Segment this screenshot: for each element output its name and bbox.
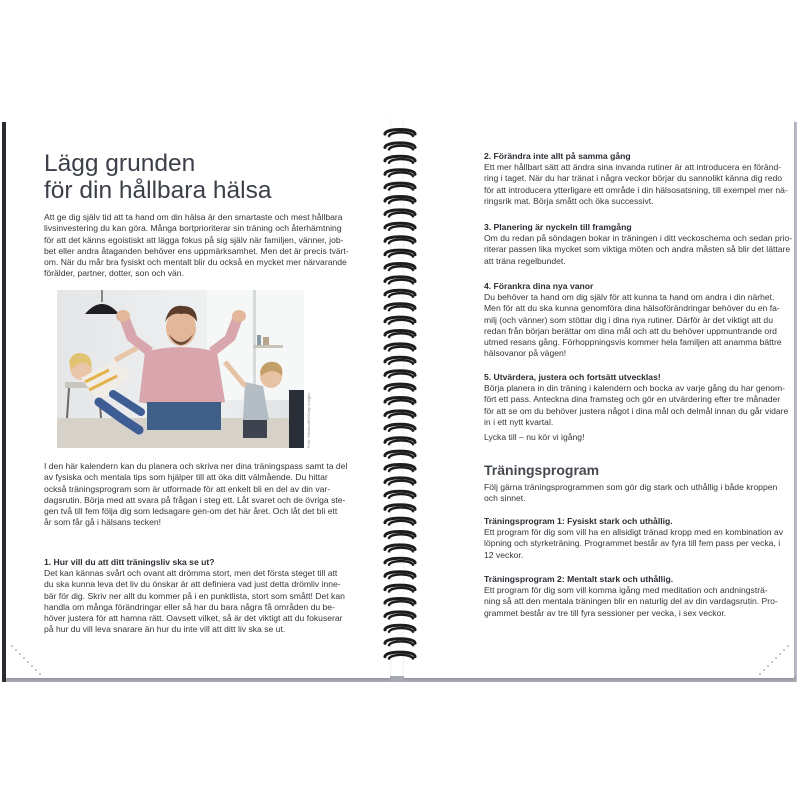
spiral-coil — [383, 599, 416, 606]
text-line: Att ge dig själv tid att ta hand om din hälsa är den smartaste och mest hållbara — [44, 212, 343, 222]
text-line: dagsrutin. Börja med att svara på frågan i steg ett. Låt svaret och de övriga ste- — [44, 494, 346, 505]
spiral-coil — [383, 290, 416, 297]
spiral-coil — [383, 505, 416, 512]
text-line: bär för dig. Skriv ner allt du kommer på i en punktlista, stort som smått! Det kan — [44, 590, 345, 601]
spiral-coil — [383, 357, 416, 364]
spiral-coil — [383, 545, 416, 552]
text-line: Ett program för dig som vill ha en allsidigt tränad kropp med en kombination av — [484, 527, 784, 537]
spiral-coil — [383, 384, 416, 391]
text-line: förälder, partner, dotter, son och vän. — [44, 268, 184, 279]
step5-heading: 5. Utvärdera, justera och fortsätt utvecklas! — [484, 372, 661, 382]
text-line: Ett mer hållbart sätt att ändra sina invanda rutiner är att introducera en föränd- — [484, 162, 782, 172]
body-paragraph — [44, 461, 347, 529]
title-line: Lägg grunden — [44, 150, 196, 177]
spiral-coil — [383, 465, 416, 472]
spiral-coil — [383, 317, 416, 324]
program2-paragraph — [484, 585, 778, 619]
text-line: för att det känns egoistiskt att lägga fokus på sig själv när familjen, vänner, job- — [44, 234, 344, 245]
spiral-coil — [383, 639, 416, 646]
text-line: riterar passen lika mycket som viktiga möten och andra måsten så blir det lättare — [484, 244, 791, 255]
spiral-coil — [383, 210, 416, 217]
text-line: Ett program för dig som vill komma igång med meditation och andningsträ- — [484, 585, 768, 595]
spiral-coil — [383, 424, 416, 431]
step4-paragraph — [484, 292, 782, 360]
page-title — [44, 150, 344, 204]
spiral-coil — [383, 344, 416, 351]
intro-paragraph — [44, 212, 349, 280]
spiral-coil — [383, 130, 416, 137]
text-line: hälsovanor på vägen! — [484, 348, 567, 359]
step4-heading: 4. Förankra dina nya vanor — [484, 281, 594, 291]
text-line: redan från början berättar om dina mål och att du behöver uppmuntrande ord — [484, 325, 777, 336]
text-line: du ska kunna leva det liv du önskar är att definiera vad just detta drömliv inne- — [44, 579, 341, 590]
text-line: livsinvestering du kan göra. Många bortprioriterar sin träning och återhämtning — [44, 223, 342, 234]
spiral-coil — [383, 532, 416, 539]
spiral-coil — [383, 652, 416, 659]
section-title-training-programs: Träningsprogram — [484, 462, 600, 478]
text-line: gen två till fem följa dig som ledsagare gen-om det här året. Och låt det bli ett — [44, 506, 338, 517]
spiral-coil — [383, 197, 416, 204]
spiral-coil — [383, 156, 416, 163]
program-intro-paragraph — [484, 482, 777, 505]
spiral-coil — [383, 585, 416, 592]
text-line: för att introducera ytterligare ett område i din hälsosatsning, till exempel mer nä- — [484, 184, 788, 195]
step2-heading: 2. Förändra inte allt på samma gång — [484, 151, 631, 161]
text-line: Börja planera in din träning i kalendern och bocka av varje gång du har genom- — [484, 383, 785, 393]
spiral-coil — [383, 223, 416, 230]
spiral-coil — [383, 371, 416, 378]
spiral-coil — [383, 491, 416, 498]
step2-paragraph — [484, 162, 788, 207]
text-line: och sinnet. — [484, 493, 526, 504]
spiral-coil — [383, 558, 416, 565]
text-line: höver justera för att hamna rätt. Oavsett vilket, så är det viktigt att du fokuserar — [44, 613, 343, 624]
text-line: ringsrik mat. Börja smått och öka successivt. — [484, 195, 654, 206]
text-line: att träna regelbundet. — [484, 255, 566, 266]
text-line: Det kan kännas svårt och ovant att drömma stort, men det första steget till att — [44, 568, 338, 578]
step1-paragraph — [44, 568, 345, 636]
corner-dots-decoration — [752, 640, 792, 680]
text-line: handla om många förändringar eller så har du bara några få områden du be- — [44, 601, 335, 612]
text-line: ring i taget. När du har tränat i några veckor börjar du sannolikt känna dig redo — [484, 173, 783, 184]
spiral-coil — [383, 143, 416, 150]
step5-paragraph — [484, 383, 788, 428]
spiral-coil — [383, 625, 416, 632]
spiral-coil — [383, 451, 416, 458]
spiral-coil — [383, 250, 416, 257]
text-line: 12 veckor. — [484, 549, 524, 560]
text-line: Lycka till – nu kör vi igång! — [484, 432, 585, 442]
text-line: in i ett nytt kvartal. — [484, 416, 554, 427]
program2-heading: Träningsprogram 2: Mentalt stark och uthållig. — [484, 574, 674, 584]
spiral-coil — [383, 478, 416, 485]
step1-heading: 1. Hur vill du att ditt träningsliv ska se ut? — [44, 557, 215, 567]
spiral-coil — [383, 331, 416, 338]
text-line: löpning och styrketräning. Programmet består av fyra till fem pass per vecka, i — [484, 538, 781, 549]
step3-heading: 3. Planering är nyckeln till framgång — [484, 222, 632, 232]
family-photo-illustration — [57, 290, 304, 448]
spiral-coil — [383, 411, 416, 418]
spiral-coil — [383, 572, 416, 579]
spiral-coil — [383, 612, 416, 619]
spiral-coil — [383, 277, 416, 284]
text-line: om. När du mår bra fysiskt och mentalt blir du också en mycket mer närvarande — [44, 257, 347, 268]
text-line: för att se om du behöver justera något i dina mål och delmål innan du går vidare — [484, 405, 789, 416]
text-line: utmed resans gång. Förhoppningsvis kommer hela familjen att anamma bättre — [484, 337, 782, 348]
text-line: I den här kalendern kan du planera och skriva ner dina träningspass samt ta del — [44, 461, 348, 471]
spiral-coil — [383, 518, 416, 525]
spiral-coil — [383, 304, 416, 311]
text-line: ning så att den mentala träningen blir en naturlig del av din vardagsrutin. Pro- — [484, 596, 778, 607]
spiral-coil — [383, 264, 416, 271]
family-photo — [57, 290, 304, 448]
corner-dots-decoration — [8, 640, 48, 680]
text-line: Om du redan på söndagen bokar in träningen i ditt veckoschema och sedan prio- — [484, 233, 793, 243]
text-line: också träningsprogram som är utformade för att enkelt bli en del av din var- — [44, 483, 331, 494]
photo-credit: Foto: Westend61/Getty Images — [306, 392, 311, 448]
text-line: på hur du vill leva snarare än hur du inte vill att ditt liv ska se ut. — [44, 624, 286, 635]
text-line: Följ gärna träningsprogrammen som gör dig stark och uthållig i både kroppen — [484, 482, 778, 492]
spiral-coil — [383, 438, 416, 445]
program1-paragraph — [484, 527, 783, 561]
spiral-coil — [383, 237, 416, 244]
program1-heading: Träningsprogram 1: Fysiskt stark och uthållig. — [484, 516, 673, 526]
text-line: grammet består av tre till fyra sessioner per vecka, i sex veckor. — [484, 607, 727, 618]
text-line: Men för att du ska kunna genomföra dina hälsoförändringar behöver du en fa- — [484, 303, 780, 314]
spiral-coil — [383, 183, 416, 190]
text-line: fört ett pass. Anteckna dina framsteg och gör en utvärdering efter tre månader — [484, 394, 781, 405]
title-line: för din hållbara hälsa — [44, 177, 272, 204]
text-line: bet eller andra åtaganden behöver ens uppmärksamhet. Men det är precis tvärt- — [44, 245, 349, 256]
text-line: milj (och vänner) som stöttar dig i dina nya rutiner. Därför är det viktigt att du — [484, 314, 773, 325]
closing-line — [484, 432, 584, 443]
text-line: av fysiska och mentala tips som hjälper till att öka ditt välmående. Du hittar — [44, 472, 328, 483]
text-line: Du behöver ta hand om dig själv för att kunna ta hand om andra i din närhet. — [484, 292, 775, 302]
spiral-coil — [383, 398, 416, 405]
step3-paragraph — [484, 233, 792, 267]
spiral-coil — [383, 170, 416, 177]
text-line: år som får gå i hälsans tecken! — [44, 517, 162, 528]
spiral-binding — [375, 118, 425, 678]
